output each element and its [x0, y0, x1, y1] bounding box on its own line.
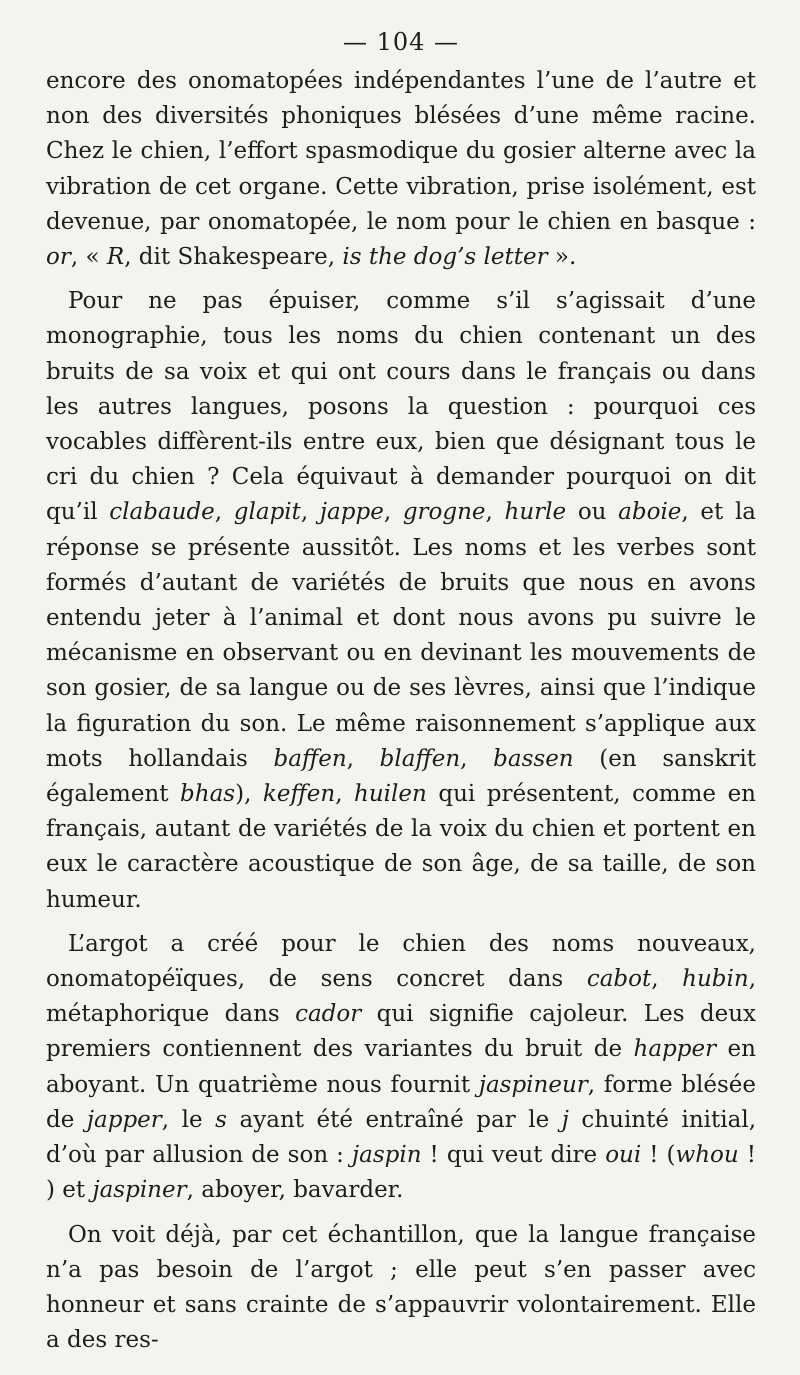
italic-term: hurle	[504, 499, 567, 526]
text-run: ,	[335, 781, 355, 808]
italic-term: bassen	[493, 745, 574, 772]
text-run: ,	[383, 499, 403, 526]
paragraph	[46, 284, 756, 918]
page-number: — 104 —	[342, 28, 460, 56]
text-run: ayant été entraîné par le	[226, 1106, 562, 1133]
text-run: ,	[485, 499, 505, 526]
text-run: ,	[346, 745, 380, 772]
text-run: qui signifie cajoleur. Les deux premiers contiennent des variantes du bruit de	[46, 1001, 756, 1063]
text-run: ! ) et	[46, 1142, 756, 1204]
text-run: ,	[460, 745, 494, 772]
italic-term: jappe	[319, 499, 384, 526]
italic-term: aboie	[618, 499, 682, 526]
text-run: ),	[235, 781, 263, 808]
text-run: L’argot a créé pour le chien des noms nouveaux, onomatopéïques, de sens concret dans	[46, 930, 756, 993]
italic-term: s	[215, 1106, 227, 1133]
italic-term: glapit	[233, 499, 301, 526]
italic-term: jaspineur	[478, 1071, 588, 1098]
italic-term: or	[46, 244, 71, 271]
text-run: , et la réponse se présente aussitôt. Les noms et les verbes sont formés d’autant de variétés de bruits que nous en avons entendu jeter à l’animal et dont nous avons pu suivre le mécanisme en observant ou en devinant les mouvements de son gosier, de sa langue ou de ses lèvres, ainsi que l’indique la figuration du son. Le même raisonnement s’applique aux mots hollandais	[46, 499, 757, 772]
text-run: , forme blésée de	[46, 1071, 756, 1133]
paragraph	[46, 927, 756, 1209]
text-run: en aboyant. Un quatrième nous fournit	[46, 1036, 756, 1098]
text-run: ».	[547, 244, 577, 271]
italic-term: whou	[675, 1142, 739, 1169]
italic-term: japper	[86, 1106, 162, 1133]
text-run: chuinté initial, d’où par allusion de son :	[46, 1106, 757, 1169]
italic-term: baffen	[273, 745, 347, 772]
text-run: ,	[214, 499, 234, 526]
italic-term: oui	[605, 1142, 642, 1169]
text-run: Pour ne pas épuiser, comme s’il s’agissait d’une monographie, tous les noms du chien contenant un des bruits de sa voix et qui ont cours dans le français ou dans les autres langues, posons la question : pourquoi ces vocables diffèrent-ils entre eux, bien que désignant tous le cri du chien ? Cela équivaut à demander pourquoi on dit qu’il	[46, 288, 756, 526]
italic-term: R	[106, 244, 125, 271]
text-run: On voit déjà, par cet échantillon, que la langue française n’a pas besoin de l’argot ; elle peut s’en passer avec honneur et sans crainte de s’appauvrir volontairement. Elle a des res-	[46, 1221, 756, 1354]
text-run: , aboyer, bavarder.	[186, 1177, 404, 1204]
text-run: , le	[161, 1106, 216, 1133]
text-run: ! (	[641, 1142, 676, 1169]
italic-term: bhas	[180, 781, 236, 808]
page-body	[46, 64, 756, 1358]
paragraph	[46, 1218, 756, 1359]
text-run: , métaphorique dans	[46, 966, 756, 1028]
text-run: ! qui veut dire	[421, 1142, 606, 1169]
text-run: ,	[300, 499, 320, 526]
italic-term: keffen	[262, 781, 336, 808]
text-run: ,	[651, 966, 683, 993]
italic-term: clabaude	[109, 499, 215, 526]
italic-term: grogne	[402, 499, 486, 526]
text-run: , dit Shakespeare,	[124, 244, 343, 271]
paragraph	[46, 64, 756, 275]
italic-term: cador	[295, 1001, 362, 1028]
text-run: (en sanskrit également	[46, 745, 757, 808]
italic-term: blaffen	[379, 745, 461, 772]
italic-term: jaspin	[351, 1142, 422, 1169]
text-run: encore des onomatopées indépendantes l’une de l’autre et non des diversités phoniques blésées d’une même racine. Chez le chien, l’effort spasmodique du gosier alterne avec la vibration de cet organe. Cette vibration, prise isolément, est devenue, par onomatopée, le nom pour le chien en basque :	[46, 68, 756, 235]
text-run: ou	[566, 499, 619, 526]
italic-term: jaspiner	[92, 1177, 187, 1204]
italic-term: j	[561, 1106, 569, 1133]
italic-term: hubin	[682, 966, 749, 993]
text-run: , «	[70, 244, 107, 271]
italic-term: huilen	[354, 781, 427, 808]
italic-term: cabot	[586, 966, 652, 993]
text-run: qui présentent, comme en français, autant de variétés de la voix du chien et portent en eux le caractère acoustique de son âge, de sa taille, de son humeur.	[46, 781, 756, 913]
italic-term: is the dog’s letter	[342, 244, 548, 271]
italic-term: happer	[633, 1036, 717, 1063]
